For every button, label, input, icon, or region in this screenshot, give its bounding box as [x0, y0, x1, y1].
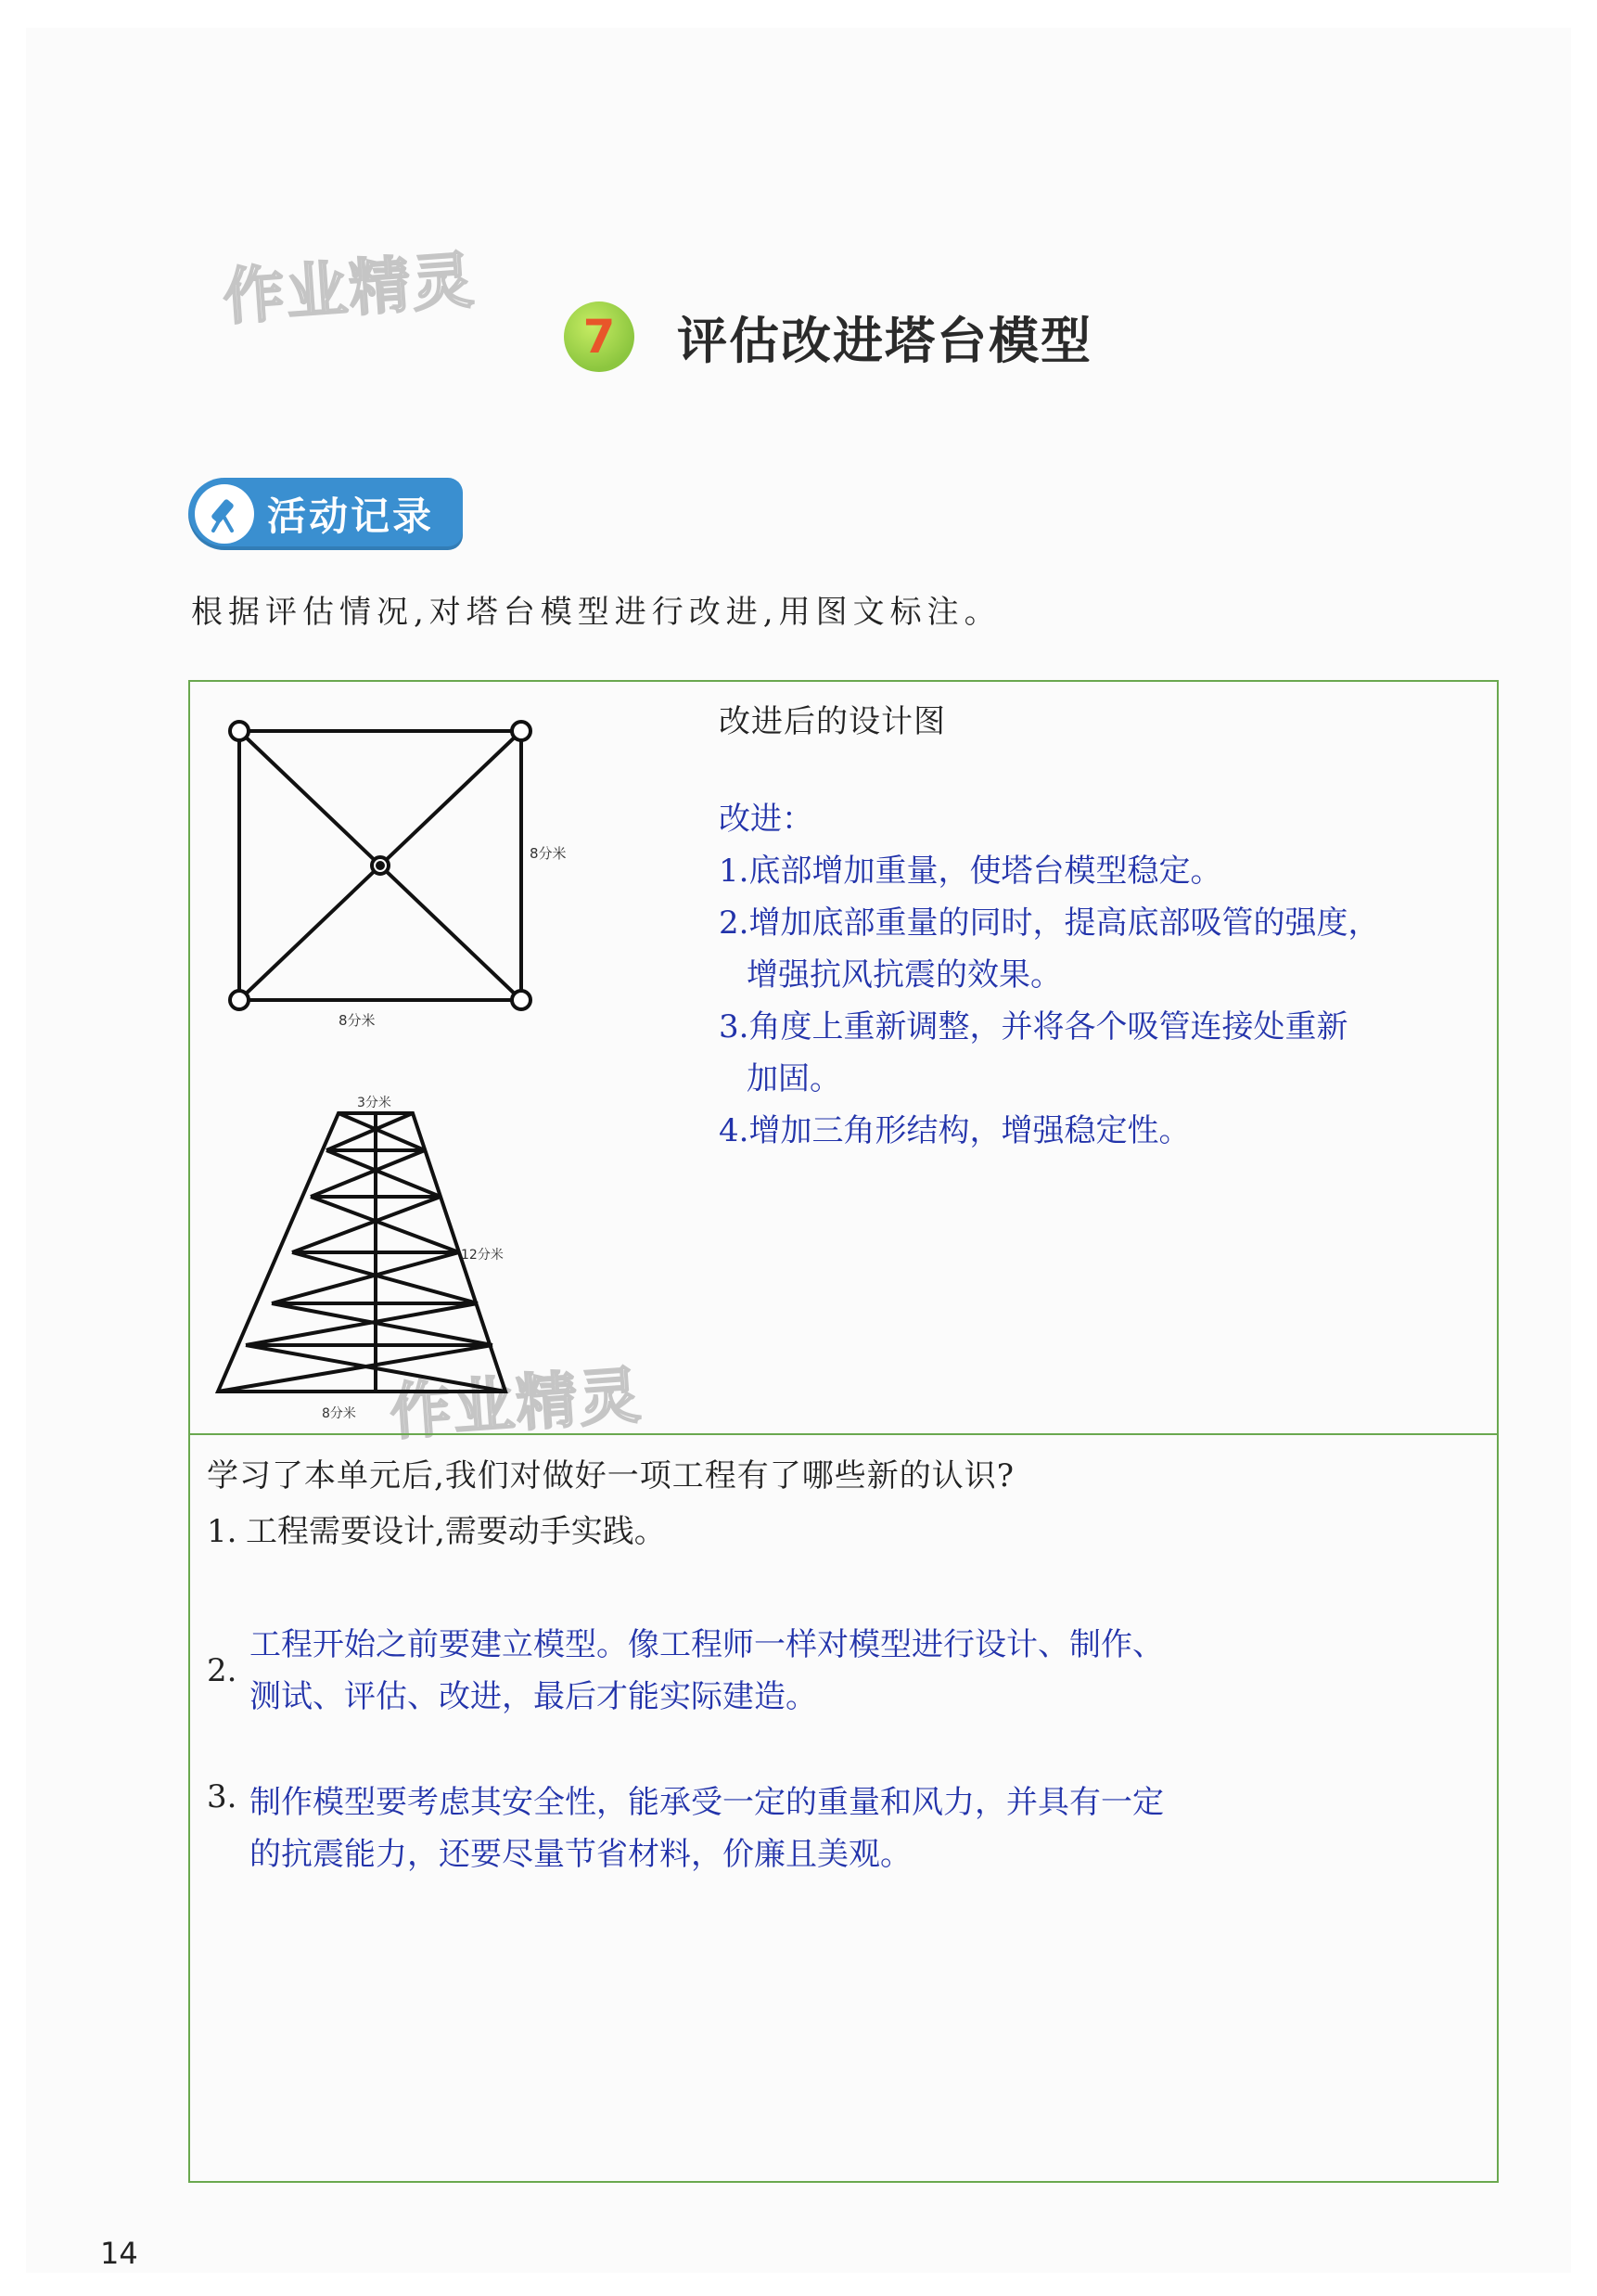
improvement-text: 角度上重新调整，并将各个吸管连接处重新: [748, 1008, 1348, 1045]
square-bottom-label: 8分米: [339, 1012, 376, 1029]
reflection-question: 学习了本单元后,我们对做好一项工程有了哪些新的认识?: [207, 1457, 1016, 1494]
tower-bottom-label: 8分米: [322, 1406, 356, 1421]
instruction-text: 根据评估情况,对塔台模型进行改进,用图文标注。: [191, 594, 1002, 631]
page-number: 14: [100, 2236, 138, 2271]
answer-text: [249, 1619, 1316, 1723]
improvement-number: 2.: [719, 904, 749, 942]
tower-height-label: 12分米: [461, 1248, 504, 1263]
improvement-continuation: 增强抗风抗震的效果。: [747, 956, 1062, 994]
answer-line: 的抗震能力，还要尽量节省材料，价廉且美观。: [249, 1836, 912, 1873]
tower-top-label: 3分米: [357, 1096, 391, 1110]
improvement-number: 3.: [719, 1008, 749, 1045]
improvement-text: 增加三角形结构，增强稳定性。: [748, 1112, 1191, 1149]
improvements-list: [719, 793, 1479, 1157]
answer-line: 测试、评估、改进，最后才能实际建造。: [249, 1678, 817, 1715]
answer-item: [207, 1777, 1412, 1888]
improvement-number: 4.: [719, 1112, 749, 1149]
answer-number: 1.: [207, 1513, 237, 1550]
watermark: 作业精灵: [221, 244, 478, 334]
design-sketch: [209, 691, 691, 1424]
answer-frame: [188, 680, 1499, 2183]
answer-line: 工程开始之前要建立模型。像工程师一样对模型进行设计、制作、: [249, 1626, 1164, 1663]
watermark: 作业精灵: [388, 1359, 645, 1449]
improvement-item: [719, 1105, 1479, 1157]
design-title: 改进后的设计图: [719, 703, 946, 740]
lesson-title: 评估改进塔台模型: [677, 311, 1092, 370]
answer-text: 工程需要设计,需要动手实践。: [246, 1513, 666, 1550]
improvement-text: 底部增加重量，使塔台模型稳定。: [748, 853, 1222, 890]
telescope-icon: [195, 484, 254, 544]
lesson-header: [564, 295, 1092, 378]
improvement-item: [719, 1001, 1479, 1105]
square-side-label: 8分米: [530, 845, 567, 862]
square-top-view: [230, 722, 530, 1009]
improvement-item: [719, 845, 1479, 897]
lesson-number-badge: 7: [564, 301, 634, 372]
answer-number: 3.: [207, 1778, 237, 1815]
activity-record-badge: [188, 478, 463, 550]
improvement-text: 增加底部重量的同时，提高底部吸管的强度，: [748, 904, 1380, 942]
answer-line: 制作模型要考虑其安全性，能承受一定的重量和风力，并具有一定: [249, 1784, 1164, 1821]
answer-item: [207, 1506, 666, 1558]
improvement-number: 1.: [719, 853, 749, 890]
answer-text: [249, 1777, 1316, 1880]
activity-record-label: 活动记录: [267, 494, 435, 539]
improvements-heading: 改进：: [719, 801, 813, 838]
answer-number: 2.: [207, 1652, 237, 1689]
improvement-continuation: 加固。: [747, 1060, 841, 1097]
answer-item: [207, 1619, 1412, 1730]
improvement-item: [719, 897, 1479, 1001]
section-divider: [190, 1433, 1497, 1435]
